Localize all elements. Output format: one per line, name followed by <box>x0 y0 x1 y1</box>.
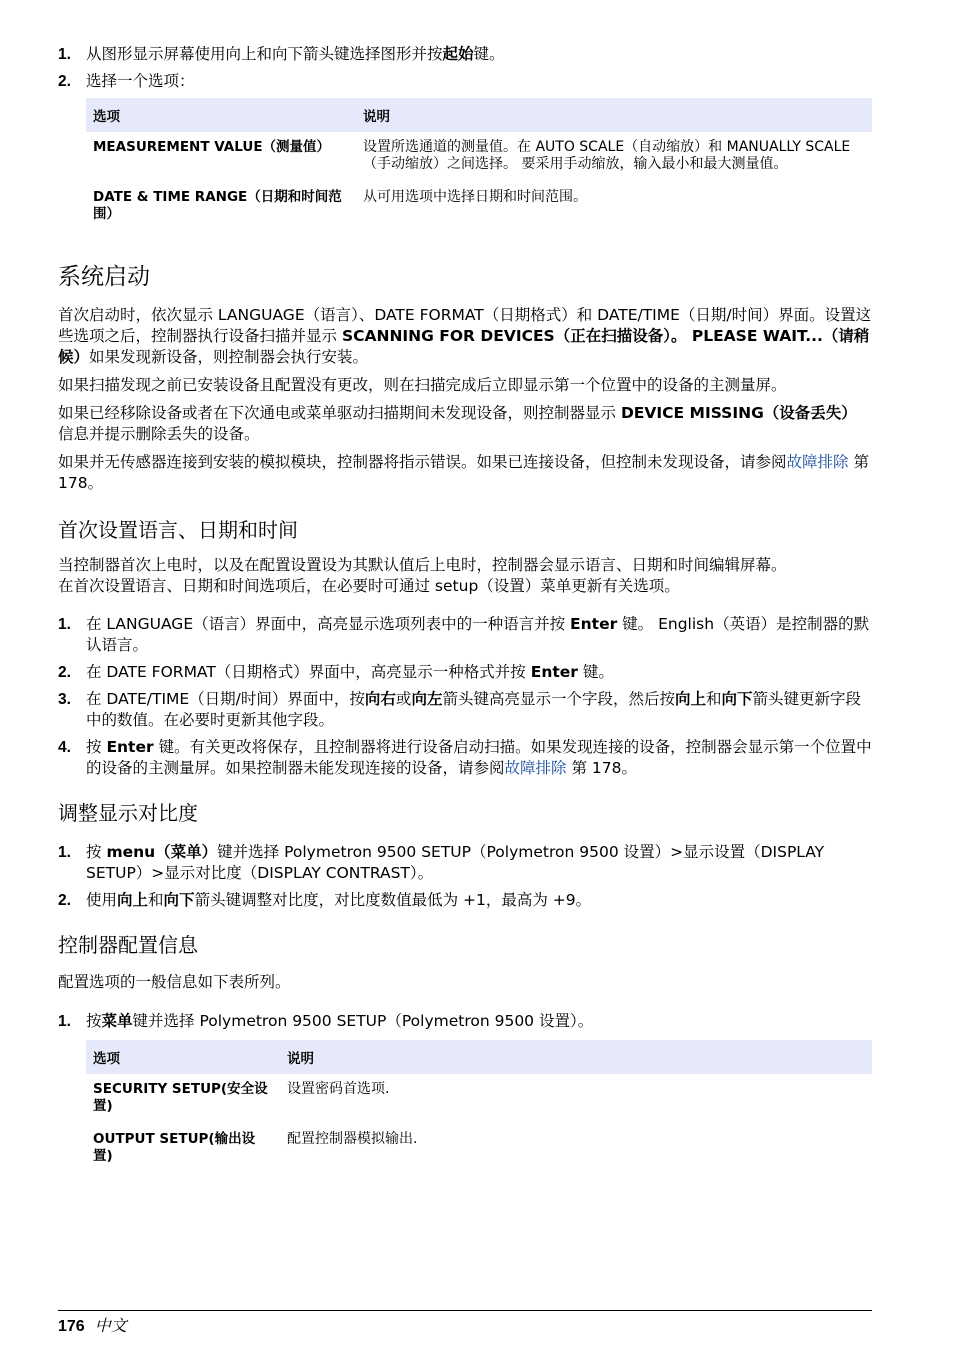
key-name: menu（菜单） <box>106 843 218 861</box>
troubleshooting-link[interactable]: 故障排除 <box>504 759 567 777</box>
column-header: 选项 <box>86 1040 280 1074</box>
key-name: 起始 <box>442 45 474 63</box>
step-text: 键。 <box>473 45 505 63</box>
key-name: 菜单 <box>101 1012 133 1030</box>
step-text: 箭头键更新字段中的数值。在必要时更新其他字段。 <box>86 690 862 729</box>
table-row <box>86 182 872 232</box>
step-text: 在 DATE FORMAT（日期格式）界面中，高亮显示一种格式并按 <box>86 663 531 681</box>
step-text: 使用 <box>86 891 118 909</box>
text: 如果已经移除设备或者在下次通电或菜单驱动扫描期间未发现设备，则控制器显示 <box>58 404 621 422</box>
step-text: 和 <box>705 690 722 708</box>
paragraph: 配置选项的一般信息如下表所列。 <box>58 973 291 991</box>
step-text: 箭头键调整对比度，对比度数值最低为 +1，最高为 +9。 <box>194 891 592 909</box>
paragraph: 当控制器首次上电时，以及在配置设置设为其默认值后上电时，控制器会显示语言、日期和时间编辑屏幕。 <box>58 556 787 574</box>
step-number: 1. <box>58 844 71 861</box>
section-title-contrast: 调整显示对比度 <box>58 801 198 825</box>
step-text: 按 <box>86 1012 102 1030</box>
table-row <box>86 1074 872 1124</box>
description-cell: 配置控制器模拟输出. <box>287 1131 418 1147</box>
table-header-row <box>86 98 872 132</box>
options-table-config <box>86 1040 872 1174</box>
contrast-steps <box>58 842 872 911</box>
step-number: 1. <box>58 1013 71 1030</box>
column-header: 说明 <box>356 98 872 132</box>
text: 如果并无传感器连接到安装的模拟模块，控制器将指示错误。如果已连接设备，但控制未发现设备，请参阅 <box>58 453 787 471</box>
option-cell: DATE & TIME RANGE（日期和时间范围） <box>93 189 342 222</box>
page-number: 176 <box>58 1318 85 1335</box>
list-item <box>58 689 872 731</box>
key-name: Enter <box>530 663 578 681</box>
key-name: 向左 <box>411 690 443 708</box>
text: 首次启动时，依次显示 LANGUAGE（语言）、DATE FORMAT（日期格式）和 DATE/TIME（日期/时间）界面。设置这些选项之后，控制器执行设备扫描并显示 <box>58 306 872 345</box>
step-number: 4. <box>58 739 71 756</box>
option-cell: OUTPUT SETUP(输出设置) <box>93 1131 256 1164</box>
table-row <box>86 132 872 182</box>
text: 第 178。 <box>58 453 869 492</box>
description-cell: 从可用选项中选择日期和时间范围。 <box>363 189 587 205</box>
step-number: 1. <box>58 46 71 63</box>
list-item <box>58 662 872 683</box>
table-row <box>86 1124 872 1174</box>
text: 信息并提示删除丢失的设备。 <box>58 425 260 443</box>
step-text: 第 178。 <box>566 759 637 777</box>
bold-text: DEVICE MISSING（设备丢失） <box>620 404 857 422</box>
paragraph <box>58 305 872 368</box>
troubleshooting-link[interactable]: 故障排除 <box>786 453 849 471</box>
step-number: 3. <box>58 691 71 708</box>
step-number: 2. <box>58 664 71 681</box>
option-cell: MEASUREMENT VALUE（测量值） <box>93 139 331 155</box>
step-text: 键。有关更改将保存，且控制器将进行设备启动扫描。如果发现连接的设备，控制器会显示第一个位置中的设备的主测量屏。如果控制器未能发现连接的设备，请参阅 <box>86 738 872 777</box>
paragraph <box>58 403 872 445</box>
step-number: 2. <box>58 892 71 909</box>
step-text: 选择一个选项： <box>86 72 195 90</box>
step-text: 和 <box>148 891 164 909</box>
key-name: 向下 <box>721 690 753 708</box>
step-text: 按 <box>86 738 107 756</box>
key-name: 向右 <box>364 690 396 708</box>
step-number: 2. <box>58 73 71 90</box>
step-text: 键。 <box>577 663 614 681</box>
config-steps <box>58 1011 872 1032</box>
step-text: 按 <box>86 843 107 861</box>
footer-language: 中文 <box>94 1316 127 1335</box>
paragraph: 如果扫描发现之前已安装设备且配置没有更改，则在扫描完成后立即显示第一个位置中的设备的主测量屏。 <box>58 376 787 394</box>
list-item <box>58 71 872 92</box>
top-steps <box>58 44 872 92</box>
step-text: 或 <box>395 690 412 708</box>
page-footer <box>58 1310 872 1336</box>
step-text: 键并选择 Polymetron 9500 SETUP（Polymetron 9500 设置）>显示设置（DISPLAY SETUP）>显示对比度（DISPLAY CONTRAST）。 <box>86 843 825 882</box>
step-text: 在 DATE/TIME（日期/时间）界面中，按 <box>86 690 365 708</box>
column-header: 选项 <box>86 98 356 132</box>
step-number: 1. <box>58 616 71 633</box>
description-cell: 设置密码首选项. <box>287 1081 390 1097</box>
list-item <box>58 1011 872 1032</box>
key-name: 向上 <box>674 690 706 708</box>
key-name: Enter <box>570 615 618 633</box>
page-content <box>58 44 872 1174</box>
key-name: 向上 <box>117 891 149 909</box>
list-item <box>58 614 872 656</box>
paragraph: 在首次设置语言、日期和时间选项后，在必要时可通过 setup（设置）菜单更新有关选项。 <box>58 577 680 595</box>
options-table-graph <box>86 98 872 232</box>
text: 如果发现新设备，则控制器会执行安装。 <box>89 348 369 366</box>
description-cell: 设置所选通道的测量值。在 AUTO SCALE（自动缩放）和 MANUALLY SCALE（手动缩放）之间选择。 要采用手动缩放，输入最小和最大测量值。 <box>363 139 851 172</box>
list-item <box>58 44 872 65</box>
table-header-row <box>86 1040 872 1074</box>
bold-text: SCANNING FOR DEVICES（正在扫描设备）。 PLEASE WAIT...（请稍候） <box>58 327 870 366</box>
step-text: 键并选择 Polymetron 9500 SETUP（Polymetron 9500 设置）。 <box>132 1012 594 1030</box>
section-title-startup: 系统启动 <box>58 264 150 290</box>
key-name: 向下 <box>163 891 195 909</box>
list-item <box>58 737 872 779</box>
language-steps <box>58 614 872 779</box>
step-text: 箭头键高亮显示一个字段，然后按 <box>442 690 675 708</box>
step-text: 从图形显示屏幕使用向上和向下箭头键选择图形并按 <box>86 45 443 63</box>
step-text: 在 LANGUAGE（语言）界面中，高亮显示选项列表中的一种语言并按 <box>86 615 571 633</box>
paragraph <box>58 452 872 494</box>
key-name: Enter <box>106 738 154 756</box>
section-title-config: 控制器配置信息 <box>58 933 198 957</box>
list-item <box>58 890 872 911</box>
column-header: 说明 <box>280 1040 872 1074</box>
option-cell: SECURITY SETUP(安全设置) <box>93 1081 268 1114</box>
list-item <box>58 842 872 884</box>
step-text: 键。 English（英语）是控制器的默认语言。 <box>86 615 870 654</box>
section-title-language: 首次设置语言、日期和时间 <box>58 518 298 542</box>
